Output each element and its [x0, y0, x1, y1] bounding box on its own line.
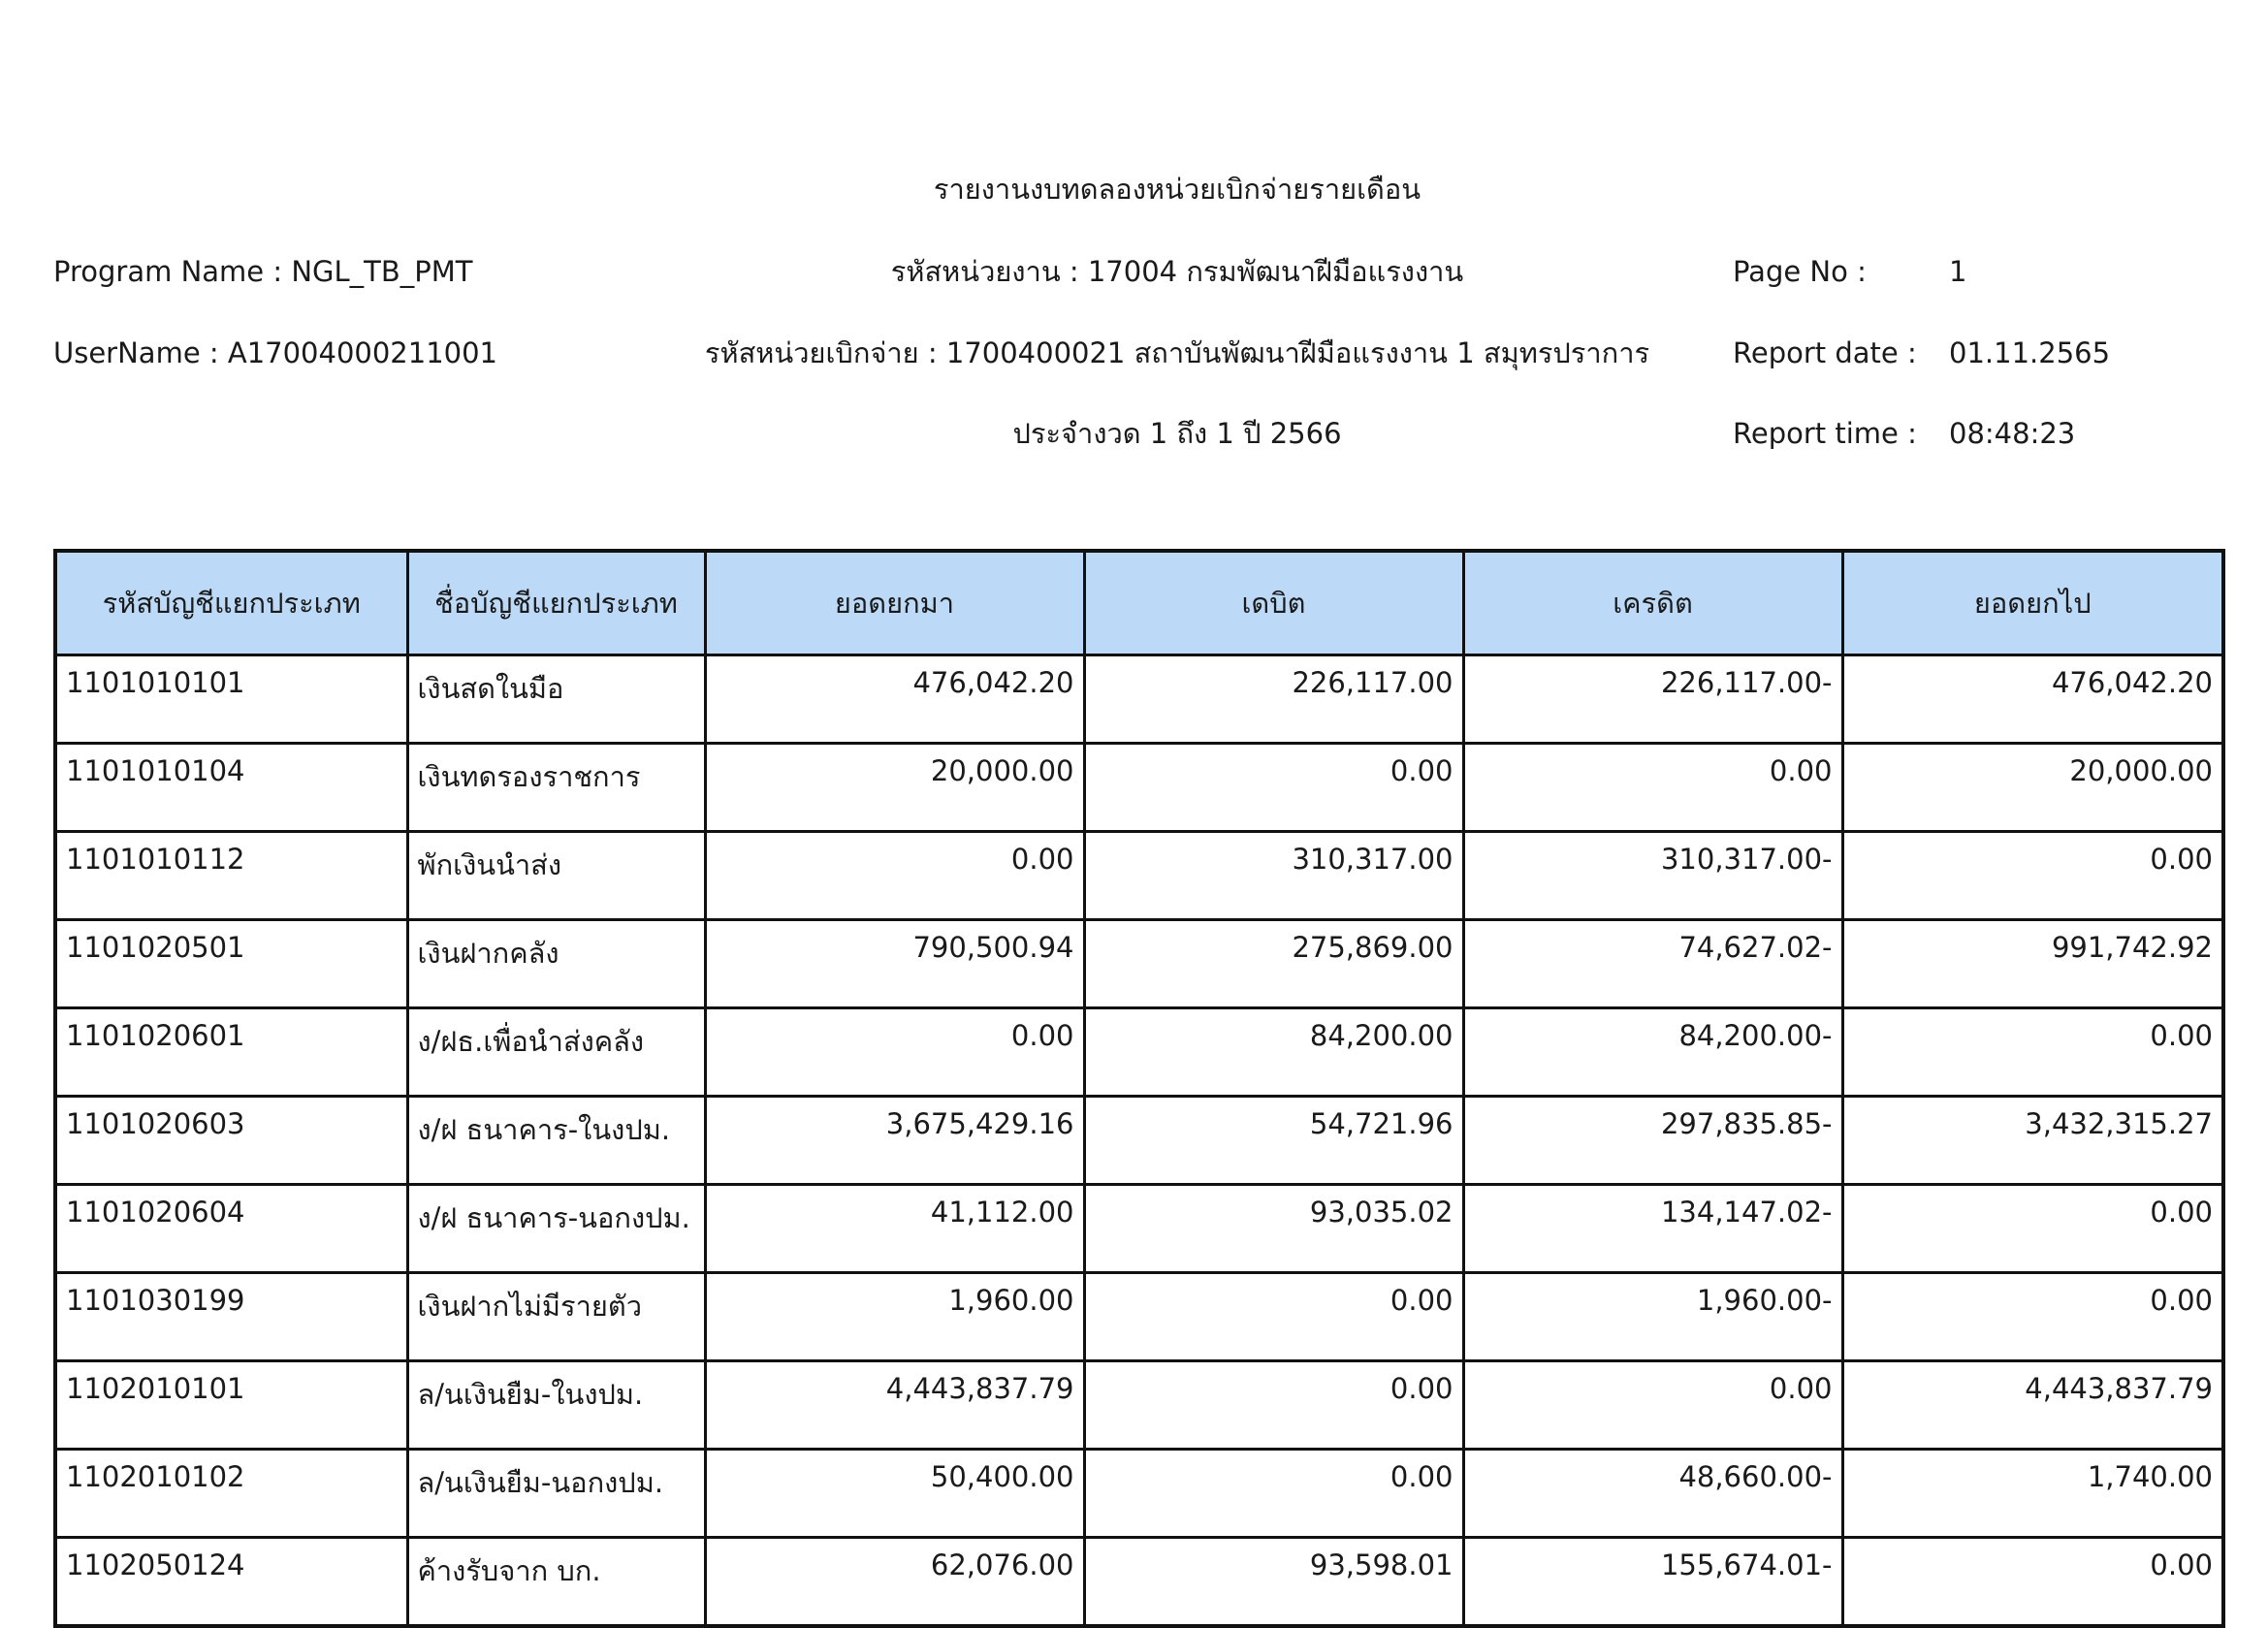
cell-debit: 93,598.01: [1084, 1538, 1463, 1627]
cell-credit: 155,674.01-: [1463, 1538, 1842, 1627]
report-date-value: 01.11.2565: [1949, 336, 2111, 369]
table-row: [55, 1538, 2223, 1627]
cell-account-code: 1102050124: [55, 1538, 407, 1627]
cell-closing-balance: 476,042.20: [1842, 655, 2223, 744]
cell-credit: 0.00: [1463, 744, 1842, 832]
cell-closing-balance: 0.00: [1842, 832, 2223, 920]
header-account-code: รหัสบัญชีแยกประเภท: [55, 551, 407, 655]
cell-account-code: 1101020604: [55, 1185, 407, 1273]
header-debit: เดบิต: [1084, 551, 1463, 655]
cell-credit: 1,960.00-: [1463, 1273, 1842, 1361]
cell-credit: 74,627.02-: [1463, 920, 1842, 1008]
cell-closing-balance: 0.00: [1842, 1185, 2223, 1273]
program-name: Program Name : NGL_TB_PMT: [53, 255, 473, 288]
table-row: [55, 1450, 2223, 1538]
cell-account-name: ง/ฝธ.เพื่อนำส่งคลัง: [407, 1008, 705, 1097]
cell-opening-balance: 476,042.20: [705, 655, 1084, 744]
cell-closing-balance: 3,432,315.27: [1842, 1097, 2223, 1185]
page-no-value: 1: [1949, 255, 1967, 288]
cell-account-name: พักเงินนำส่ง: [407, 832, 705, 920]
cell-account-code: 1101020601: [55, 1008, 407, 1097]
cell-credit: 226,117.00-: [1463, 655, 1842, 744]
cell-debit: 0.00: [1084, 744, 1463, 832]
cell-account-name: เงินฝากไม่มีรายตัว: [407, 1273, 705, 1361]
table-row: [55, 1273, 2223, 1361]
header-account-name: ชื่อบัญชีแยกประเภท: [407, 551, 705, 655]
cell-opening-balance: 0.00: [705, 1008, 1084, 1097]
cell-opening-balance: 4,443,837.79: [705, 1361, 1084, 1450]
cell-account-code: 1101010104: [55, 744, 407, 832]
disbursement-unit: รหัสหน่วยเบิกจ่าย : 1700400021 สถาบันพัฒนาฝีมือแรงงาน 1 สมุทรปราการ: [704, 336, 1650, 369]
cell-closing-balance: 0.00: [1842, 1538, 2223, 1627]
cell-debit: 0.00: [1084, 1273, 1463, 1361]
report-date-label: Report date :: [1733, 336, 1917, 369]
cell-credit: 297,835.85-: [1463, 1097, 1842, 1185]
cell-closing-balance: 991,742.92: [1842, 920, 2223, 1008]
username: UserName : A17004000211001: [53, 336, 498, 369]
cell-account-name: ง/ฝ ธนาคาร-นอกงปม.: [407, 1185, 705, 1273]
cell-credit: 84,200.00-: [1463, 1008, 1842, 1097]
cell-credit: 48,660.00-: [1463, 1450, 1842, 1538]
cell-closing-balance: 1,740.00: [1842, 1450, 2223, 1538]
table-row: [55, 832, 2223, 920]
table-row: [55, 1361, 2223, 1450]
cell-closing-balance: 0.00: [1842, 1008, 2223, 1097]
cell-account-name: ล/นเงินยืม-นอกงปม.: [407, 1450, 705, 1538]
table-row: [55, 1185, 2223, 1273]
table-header-row: [55, 551, 2223, 655]
cell-account-name: เงินสดในมือ: [407, 655, 705, 744]
table-row: [55, 920, 2223, 1008]
agency-code: รหัสหน่วยงาน : 17004 กรมพัฒนาฝีมือแรงงาน: [890, 255, 1464, 288]
cell-debit: 226,117.00: [1084, 655, 1463, 744]
cell-closing-balance: 20,000.00: [1842, 744, 2223, 832]
table-row: [55, 744, 2223, 832]
cell-account-code: 1101030199: [55, 1273, 407, 1361]
cell-account-name: ค้างรับจาก บก.: [407, 1538, 705, 1627]
cell-debit: 0.00: [1084, 1361, 1463, 1450]
cell-account-code: 1102010102: [55, 1450, 407, 1538]
table-row: [55, 1008, 2223, 1097]
trial-balance-table: [53, 549, 2225, 1628]
table-row: [55, 655, 2223, 744]
cell-opening-balance: 0.00: [705, 832, 1084, 920]
table-row: [55, 1097, 2223, 1185]
cell-debit: 84,200.00: [1084, 1008, 1463, 1097]
cell-debit: 54,721.96: [1084, 1097, 1463, 1185]
cell-opening-balance: 62,076.00: [705, 1538, 1084, 1627]
cell-account-name: เงินฝากคลัง: [407, 920, 705, 1008]
cell-account-code: 1101010101: [55, 655, 407, 744]
report-time-label: Report time :: [1733, 417, 1917, 450]
cell-debit: 310,317.00: [1084, 832, 1463, 920]
cell-debit: 0.00: [1084, 1450, 1463, 1538]
cell-opening-balance: 3,675,429.16: [705, 1097, 1084, 1185]
cell-closing-balance: 4,443,837.79: [1842, 1361, 2223, 1450]
report-period: ประจำงวด 1 ถึง 1 ปี 2566: [1012, 417, 1342, 450]
cell-account-code: 1101020603: [55, 1097, 407, 1185]
cell-credit: 310,317.00-: [1463, 832, 1842, 920]
cell-account-name: เงินทดรองราชการ: [407, 744, 705, 832]
cell-account-name: ล/นเงินยืม-ในงปม.: [407, 1361, 705, 1450]
cell-credit: 134,147.02-: [1463, 1185, 1842, 1273]
report-title: รายงานงบทดลองหน่วยเบิกจ่ายรายเดือน: [933, 173, 1421, 206]
cell-opening-balance: 41,112.00: [705, 1185, 1084, 1273]
cell-opening-balance: 50,400.00: [705, 1450, 1084, 1538]
header-closing-balance: ยอดยกไป: [1842, 551, 2223, 655]
cell-account-code: 1101010112: [55, 832, 407, 920]
cell-opening-balance: 790,500.94: [705, 920, 1084, 1008]
cell-opening-balance: 20,000.00: [705, 744, 1084, 832]
cell-closing-balance: 0.00: [1842, 1273, 2223, 1361]
header-opening-balance: ยอดยกมา: [705, 551, 1084, 655]
cell-account-name: ง/ฝ ธนาคาร-ในงปม.: [407, 1097, 705, 1185]
header-credit: เครดิต: [1463, 551, 1842, 655]
report-time-value: 08:48:23: [1949, 417, 2076, 450]
cell-account-code: 1101020501: [55, 920, 407, 1008]
cell-account-code: 1102010101: [55, 1361, 407, 1450]
cell-debit: 275,869.00: [1084, 920, 1463, 1008]
page-no-label: Page No :: [1733, 255, 1867, 288]
cell-opening-balance: 1,960.00: [705, 1273, 1084, 1361]
cell-credit: 0.00: [1463, 1361, 1842, 1450]
cell-debit: 93,035.02: [1084, 1185, 1463, 1273]
